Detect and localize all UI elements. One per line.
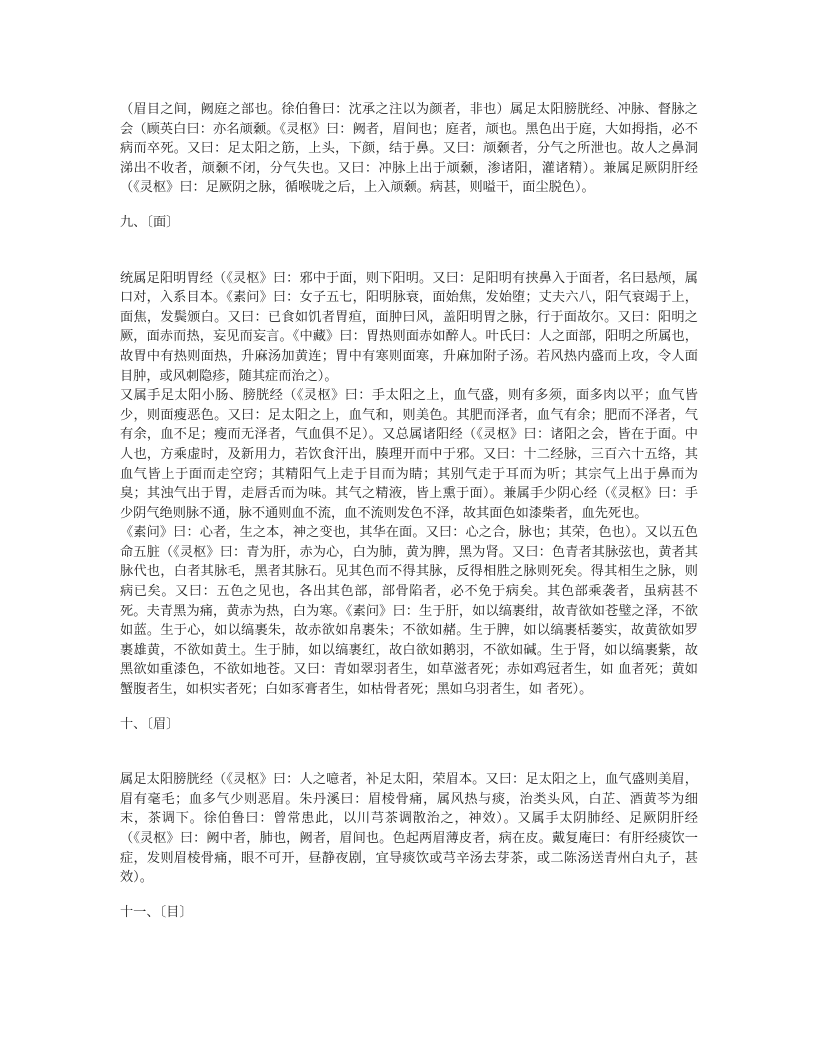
spacer — [120, 700, 698, 715]
spacer — [120, 198, 698, 213]
spacer — [120, 734, 698, 770]
paragraph-face-taiyang: 又属手足太阳小肠、膀胱经（《灵枢》曰：手太阳之上，血气盛，则有多须，面多肉以平；血气皆少，则面瘦恶色。又曰：足太阳之上，血气和，则美色。其肥而泽者，血气有余；肥而不泽者，气有余，血不足；瘦而无泽者，气血俱不足）。又总属诸阳经（《灵枢》曰：诸阳之会，皆在于面。中人也，方乘虚时，及新用力，若饮食汗出，腠理开而中于邪。又曰：十二经脉，三百六十五络，其血气皆上于面而走空窍；其精阳气上走于目而为睛；其别气走于耳而为听；其宗气上出于鼻而为臭；其浊气出于胃，走唇舌而为味。其气之精液，皆上熏于面）。兼属手少阴心经（《灵枢》曰：手少阴气绝则脉不通，脉不通则血不流，血不流则发色不泽，故其面色如漆柴者，血先死也。 — [120, 388, 698, 521]
paragraph-brow: 属足太阳膀胱经（《灵枢》曰：人之噫者，补足太阳，荣眉本。又曰：足太阳之上，血气盛则美眉，眉有毫毛；血多气少则恶眉。朱丹溪曰：眉棱骨痛，属风热与痰，治类头风，白芷、酒黄芩为细末，茶调下。徐伯鲁曰：曾常患此，以川芎茶调散治之，神效）。又属手太阴肺经、足厥阴肝经（《灵枢》曰：阙中者，肺也，阙者，眉间也。色起两眉薄皮者，病在皮。戴复庵曰：有肝经痰饮一症，发则眉棱骨痛，眼不可开，昼静夜剧，宜导痰饮或芎辛汤去芽茶，或二陈汤送青州白丸子，甚效）。 — [120, 772, 698, 886]
paragraph-brow-forehead-intro: （眉目之间，阙庭之部也。徐伯鲁曰：沈承之注以为颜者，非也）属足太阳膀胱经、冲脉、督脉之会（顾英白曰：亦名颃颡。《灵枢》曰：阙者，眉间也；庭者，颃也。黑色出于庭，大如拇指，必不病而卒死。又曰：足太阳之筋，上头，下颜，结于鼻。又曰：颃颡者，分气之所泄也。故人之鼻洞涕出不收者，颃颡不闭，分气失也。又曰：冲脉上出于颃颡，渗诸阳，灌诸精）。兼属足厥阴肝经（《灵枢》曰：足厥阴之脉，循喉咙之后，上入颃颡。病甚，则嗌干，面尘脱色）。 — [120, 102, 698, 196]
spacer — [120, 233, 698, 269]
paragraph-face-yangming: 统属足阳明胃经（《灵枢》曰：邪中于面，则下阳明。又曰：足阳明有挟鼻入于面者，名曰悬颅，属口对，入系目本。《素问》曰：女子五七，阳明脉衰，面始焦，发始堕；丈夫六八，阳气衰竭于上，面焦，发鬓颁白。又曰：已食如饥者胃疸，面肿曰风，盖阳明胃之脉，行于面故尔。又曰：阳明之厥，面赤而热，妄见而妄言。《中藏》曰：胃热则面赤如醉人。叶氏曰：人之面部，阳明之所属也，故胃中有热则面热，升麻汤加黄连；胃中有寒则面寒，升麻加附子汤。若风热内盛而上攻，令人面目肿，或风刺隐疹，随其症而治之）。 — [120, 270, 698, 384]
section-heading-brow: 十、〔眉〕 — [120, 716, 180, 732]
section-heading-eye: 十一、〔目〕 — [120, 904, 193, 920]
spacer — [120, 888, 698, 903]
document-page — [120, 100, 698, 922]
section-heading-face: 九、〔面〕 — [120, 214, 180, 230]
paragraph-face-five-colors: 《素问》曰：心者，生之本，神之变也，其华在面。又曰：心之合，脉也；其荣，色也）。又以五色命五脏（《灵枢》曰：青为肝，赤为心，白为肺，黄为脾，黑为肾。又曰：色青者其脉弦也，黄者其脉代也，白者其脉毛，黑者其脉石。见其色而不得其脉，反得相胜之脉则死矣。得其相生之脉，则病已矣。又曰：五色之见也，各出其色部，部骨陷者，必不免于病矣。其色部乘袭者，虽病甚不死。夫青黑为痛，黄赤为热，白为寒。《素问》曰：生于肝，如以缟裹绀，故青欲如苍璧之泽，不欲如蓝。生于心，如以缟裹朱，故赤欲如帛裹朱；不欲如赭。生于脾，如以缟裹栝蒌实，故黄欲如罗裹雄黄，不欲如黄土。生于肺，如以缟裹红，故白欲如鹅羽，不欲如碱。生于肾，如以缟裹紫，故黑欲如重漆色，不欲如地苍。又曰：青如翠羽者生，如草滋者死；赤如鸡冠者生，如 血者死；黄如蟹腹者生，如枳实者死；白如豕膏者生，如枯骨者死；黑如乌羽者生，如 者死）。 — [120, 525, 698, 698]
